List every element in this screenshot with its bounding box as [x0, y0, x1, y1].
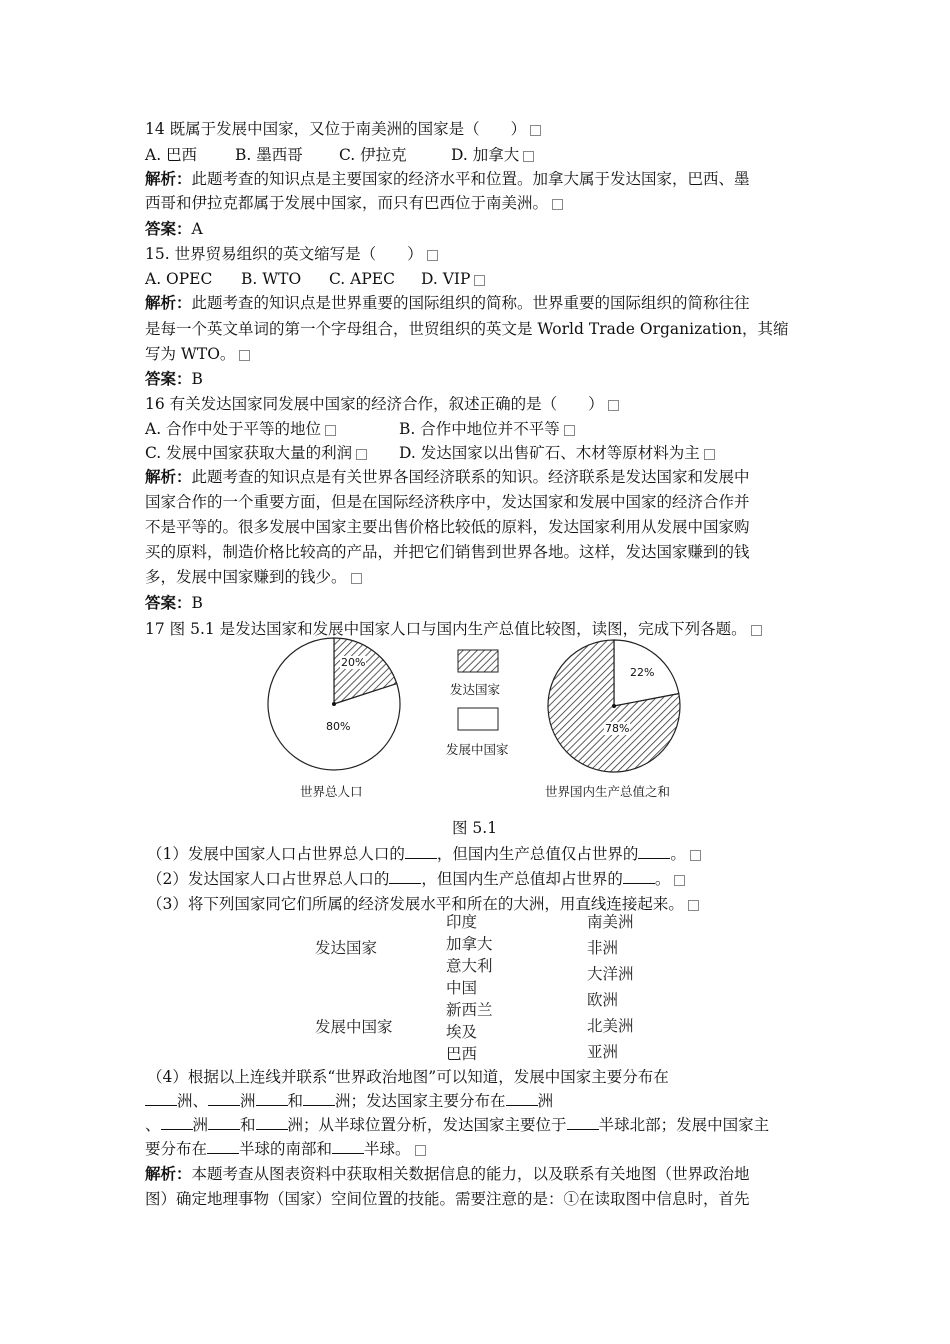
q17-sub4-line2: 洲、 洲 和 洲；发达国家主要分布在 洲 [145, 1090, 553, 1112]
q17-sub4-line3: 、 洲 和 洲；从半球位置分析，发达国家主要位于 半球北部；发展中国家主 [145, 1116, 770, 1134]
matching-continent[interactable]: 大洋洲 [587, 965, 634, 983]
q15-analysis-line2: 是每一个英文单词的第一个字母组合，世贸组织的英文是 World Trade Organization，其缩 [145, 320, 789, 338]
blank-field[interactable] [638, 844, 670, 859]
placeholder-box-icon [356, 449, 367, 460]
q16-analysis-line3: 不是平等的。很多发展中国家主要出售价格比较低的原料，发达国家利用从发展中国家购 [145, 518, 750, 536]
blank-field[interactable] [405, 844, 437, 859]
matching-country[interactable]: 中国 [446, 979, 478, 997]
q14-analysis-line2: 西哥和伊拉克都属于发展中国家，而只有巴西位于南美洲。 [145, 192, 563, 214]
pie2-title: 世界国内生产总值之和 [545, 784, 671, 799]
matching-country[interactable]: 意大利 [446, 957, 493, 975]
q15-options [145, 268, 485, 290]
placeholder-box-icon [523, 151, 534, 162]
matching-continent[interactable]: 非洲 [587, 939, 619, 957]
q17-analysis-line2: 图）确定地理事物（国家）空间位置的技能。需要注意的是：①在读取图中信息时，首先 [145, 1190, 750, 1208]
q16-analysis-line4: 买的原料，制造价格比较高的产品，并把它们销售到世界各地。这样，发达国家赚到的钱 [145, 543, 750, 561]
placeholder-box-icon [239, 350, 250, 361]
q14-stem: 14 既属于发展中国家，又位于南美洲的国家是（ ） [145, 118, 541, 140]
q16-option-b: B. 合作中地位并不平等 [399, 418, 575, 440]
placeholder-box-icon [325, 425, 336, 436]
matching-level-developing: 发展中国家 [315, 1018, 393, 1036]
pie2-label-developing: 22% [630, 666, 655, 679]
q14-answer: 答案：A [145, 219, 203, 238]
figure-5-1 [0, 632, 950, 832]
blank-field[interactable] [303, 1091, 335, 1106]
blank-field[interactable] [506, 1091, 538, 1106]
matching-country[interactable]: 新西兰 [446, 1001, 493, 1019]
matching-country[interactable]: 印度 [446, 913, 478, 931]
q16-option-c: C. 发展中国家获取大量的利润 [145, 442, 399, 464]
blank-field[interactable] [145, 1091, 177, 1106]
q15-answer: 答案：B [145, 369, 203, 388]
matching-country[interactable]: 巴西 [446, 1045, 478, 1063]
placeholder-box-icon [704, 449, 715, 460]
q17-analysis-line1: 解析：本题考查从图表资料中获取相关数据信息的能力，以及联系有关地图（世界政治地 [145, 1164, 750, 1183]
q14-option-c: C. 伊拉克 [339, 146, 407, 164]
placeholder-box-icon [690, 850, 701, 861]
blank-field[interactable] [256, 1115, 288, 1130]
blank-field[interactable] [623, 869, 655, 884]
legend-swatch-developing [458, 708, 498, 730]
blank-field[interactable] [332, 1139, 364, 1154]
q14-options [145, 144, 534, 166]
q16-option-a: A. 合作中处于平等的地位 [145, 418, 399, 440]
matching-country[interactable]: 加拿大 [446, 935, 493, 953]
placeholder-box-icon [427, 250, 438, 261]
matching-continent[interactable]: 亚洲 [587, 1043, 619, 1061]
placeholder-box-icon [688, 900, 699, 911]
pie1-label-developing: 80% [326, 720, 351, 733]
blank-field[interactable] [389, 869, 421, 884]
legend-label-developing: 发展中国家 [446, 742, 509, 757]
q16-options-row2 [145, 442, 715, 464]
q15-option-b: B. WTO [241, 270, 302, 288]
q17-stem: 17 图 5.1 是发达国家和发展中国家人口与国内生产总值比较图，读图，完成下列各题。 [145, 618, 762, 640]
q14-option-b: B. 墨西哥 [235, 146, 303, 164]
matching-continent[interactable]: 欧洲 [587, 991, 619, 1009]
q16-option-d: D. 发达国家以出售矿石、木材等原材料为主 [399, 442, 715, 464]
q17-sub2: （2）发达国家人口占世界总人口的 ，但国内生产总值却占世界的 。 [147, 868, 685, 890]
legend-swatch-developed [458, 650, 498, 672]
q15-option-d: D. VIP [421, 270, 471, 288]
placeholder-box-icon [552, 199, 563, 210]
q16-stem: 16 有关发达国家同发展中国家的经济合作，叙述正确的是（ ） [145, 393, 619, 415]
pie1-label-developed: 20% [341, 656, 366, 669]
placeholder-box-icon [564, 425, 575, 436]
placeholder-box-icon [608, 400, 619, 411]
q16-analysis-line5: 多，发展中国家赚到的钱少。 [145, 566, 362, 588]
pie-center-dot [332, 702, 336, 706]
q15-analysis-line3: 写为 WTO。 [145, 343, 250, 365]
placeholder-box-icon [530, 125, 541, 136]
q15-option-a: A. OPEC [145, 270, 213, 288]
q15-analysis-line1: 解析：此题考查的知识点是世界重要的国际组织的简称。世界重要的国际组织的简称往往 [145, 293, 750, 312]
figure-caption: 图 5.1 [452, 819, 498, 837]
q16-analysis-line1: 解析：此题考查的知识点是有关世界各国经济联系的知识。经济联系是发达国家和发展中 [145, 467, 750, 486]
q17-sub4-line1: （4）根据以上连线并联系“世界政治地图”可以知道，发展中国家主要分布在 [147, 1068, 669, 1086]
q17-sub3: （3）将下列国家同它们所属的经济发展水平和所在的大洲，用直线连接起来。 [147, 893, 699, 915]
matching-continent[interactable]: 北美洲 [587, 1017, 634, 1035]
matching-level-developed: 发达国家 [315, 939, 378, 957]
q17-sub4-line4: 要分布在 半球的南部和 半球。 [145, 1138, 426, 1160]
q17-sub1: （1）发展中国家人口占世界总人口的 ，但国内生产总值仅占世界的 。 [147, 843, 701, 865]
placeholder-box-icon [351, 573, 362, 584]
q16-options-row1 [145, 418, 575, 440]
q16-analysis-line2: 国家合作的一个重要方面，但是在国际经济秩序中，发达国家和发展中国家的经济合作并 [145, 493, 750, 511]
q15-option-c: C. APEC [329, 270, 395, 288]
q14-option-a: A. 巴西 [145, 146, 198, 164]
blank-field[interactable] [207, 1139, 239, 1154]
pie-center-dot [612, 704, 616, 708]
pie1-title: 世界总人口 [300, 784, 363, 799]
q16-answer: 答案：B [145, 593, 203, 612]
blank-field[interactable] [208, 1091, 240, 1106]
pie2-label-developed: 78% [605, 722, 630, 735]
pie-world-population [268, 638, 400, 770]
placeholder-box-icon [674, 875, 685, 886]
matching-continent[interactable]: 南美洲 [587, 913, 634, 931]
matching-country[interactable]: 埃及 [446, 1023, 478, 1041]
blank-field[interactable] [161, 1115, 193, 1130]
blank-field[interactable] [256, 1091, 288, 1106]
pie-world-gdp [548, 640, 680, 772]
blank-field[interactable] [567, 1115, 599, 1130]
q15-stem: 15. 世界贸易组织的英文缩写是（ ） [145, 243, 438, 265]
legend-label-developed: 发达国家 [450, 682, 501, 697]
q14-analysis-line1: 解析：此题考查的知识点是主要国家的经济水平和位置。加拿大属于发达国家，巴西、墨 [145, 169, 750, 188]
placeholder-box-icon [415, 1145, 426, 1156]
placeholder-box-icon [474, 275, 485, 286]
q14-option-d: D. 加拿大 [451, 146, 520, 164]
blank-field[interactable] [208, 1115, 240, 1130]
